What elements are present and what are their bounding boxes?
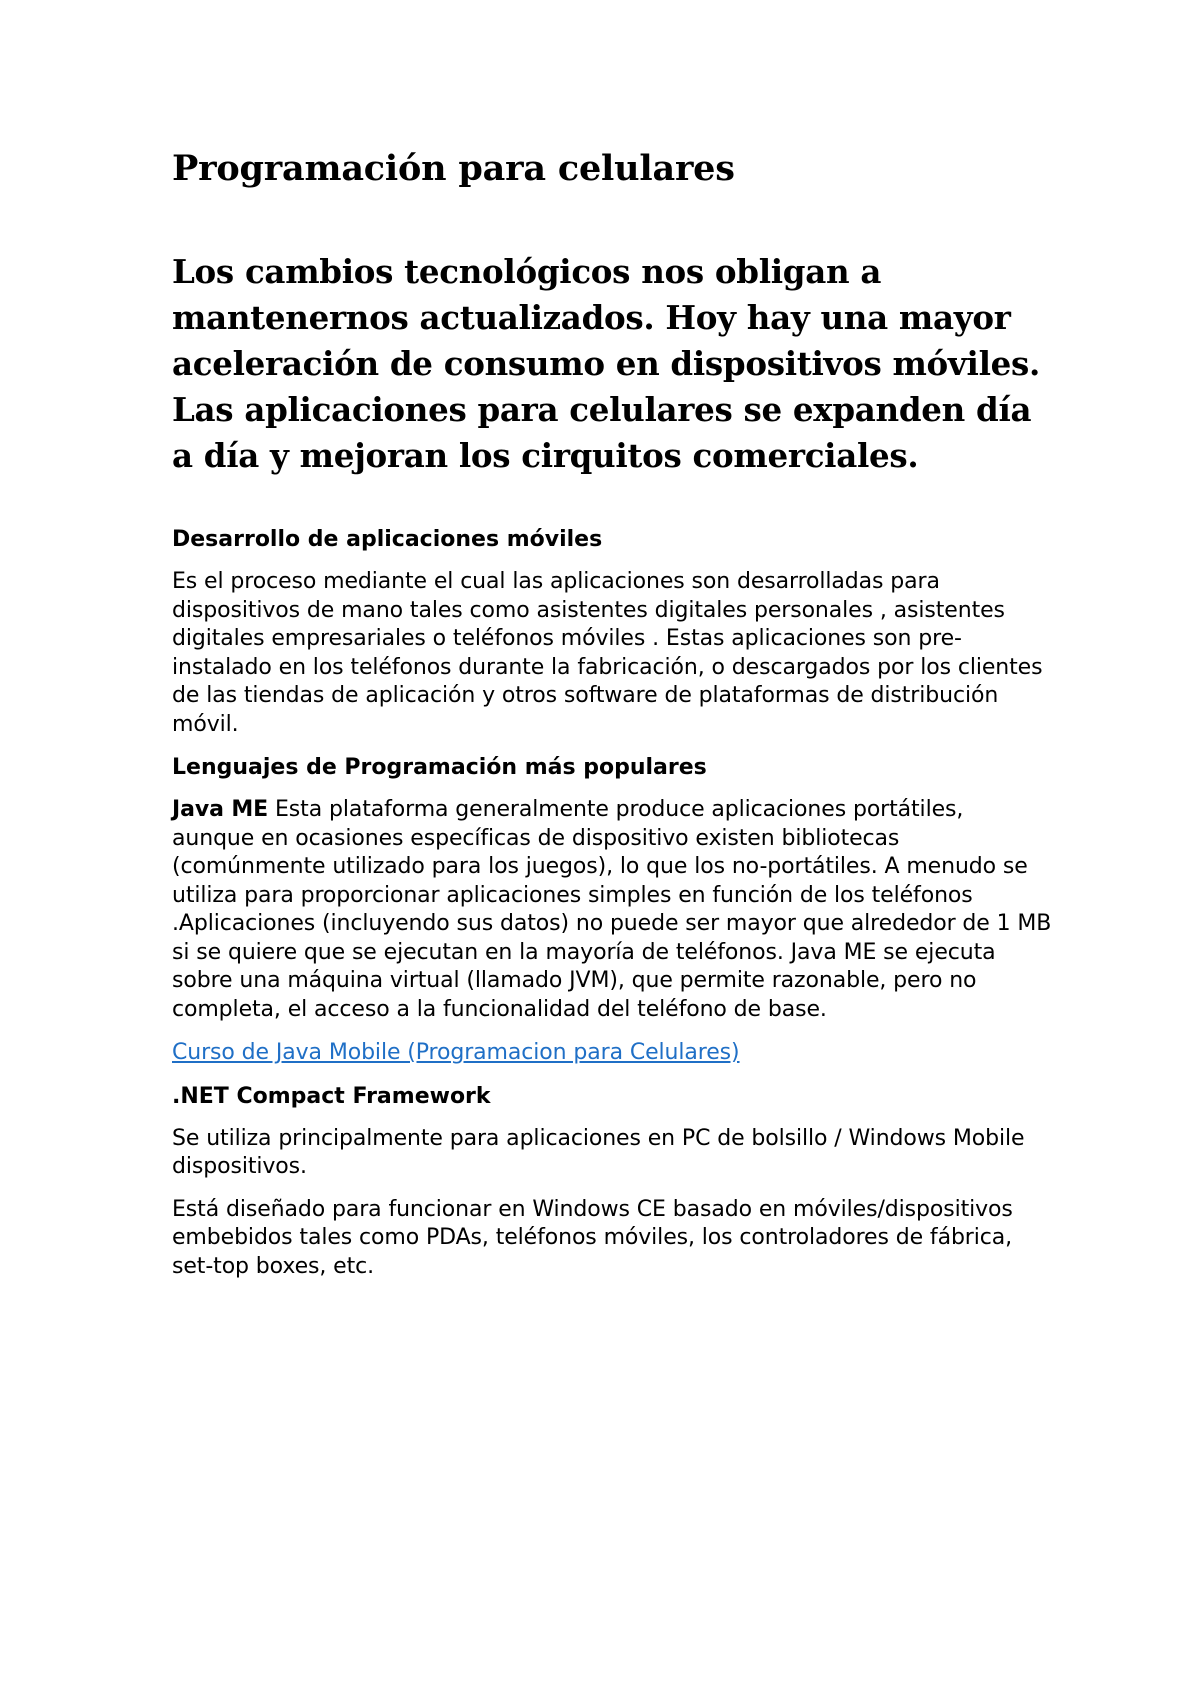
java-me-label: Java ME bbox=[172, 797, 269, 822]
spacer bbox=[172, 1111, 1052, 1125]
paragraph-net-2: Está diseñado para funcionar en Windows CE basado en móviles/dispositivos embebidos tales como PDAs, teléfonos móviles, los controladores de fábrica, set-top boxes, etc. bbox=[172, 1196, 1013, 1279]
spacer bbox=[172, 554, 1052, 568]
spacer bbox=[172, 1024, 1052, 1038]
page-title: Programación para celulares bbox=[172, 148, 735, 189]
document-content bbox=[172, 140, 1052, 1281]
spacer bbox=[172, 782, 1052, 796]
heading-desarrollo: Desarrollo de aplicaciones móviles bbox=[172, 527, 603, 552]
intro-subtitle: Los cambios tecnológicos nos obligan a mantenernos actualizados. Hoy hay una mayor aceleración de consumo en dispositivos móviles. Las aplicaciones para celulares se expanden día a día y mejoran los cirquitos comerciales. bbox=[172, 252, 1041, 475]
java-mobile-course-link[interactable]: Curso de Java Mobile (Programacion para Celulares) bbox=[172, 1040, 740, 1065]
paragraph-net-1: Se utiliza principalmente para aplicaciones en PC de bolsillo / Windows Mobile dispositivos. bbox=[172, 1125, 1025, 1179]
spacer bbox=[172, 479, 1052, 525]
heading-net-compact: .NET Compact Framework bbox=[172, 1083, 491, 1109]
spacer bbox=[172, 1182, 1052, 1196]
heading-lenguajes: Lenguajes de Programación más populares bbox=[172, 755, 707, 780]
paragraph-java-me bbox=[172, 796, 1052, 1024]
java-me-body: Esta plataforma generalmente produce aplicaciones portátiles, aunque en ocasiones específicas de dispositivo existen bibliotecas (comúnmente utilizado para los juegos), lo que los no-portátiles. A menudo se utiliza para proporcionar aplicaciones simples en función de los teléfonos .Aplicaciones (incluyendo sus datos) no puede ser mayor que alrededor de 1 MB si se quiere que se ejecutan en la mayoría de teléfonos. Java ME se ejecuta sobre una máquina virtual (llamado JVM), que permite razonable, pero no completa, el acceso a la funcionalidad del teléfono de base. bbox=[172, 797, 1052, 1022]
paragraph-desarrollo: Es el proceso mediante el cual las aplicaciones son desarrolladas para dispositivos de mano tales como asistentes digitales personales , asistentes digitales empresariales o teléfonos móviles . Estas aplicaciones son pre-instalado en los teléfonos durante la fabricación, o descargados por los clientes de las tiendas de aplicación y otros software de plataformas de distribución móvil. bbox=[172, 569, 1043, 737]
link-paragraph bbox=[172, 1038, 1052, 1068]
spacer bbox=[172, 739, 1052, 753]
spacer bbox=[172, 1068, 1052, 1082]
